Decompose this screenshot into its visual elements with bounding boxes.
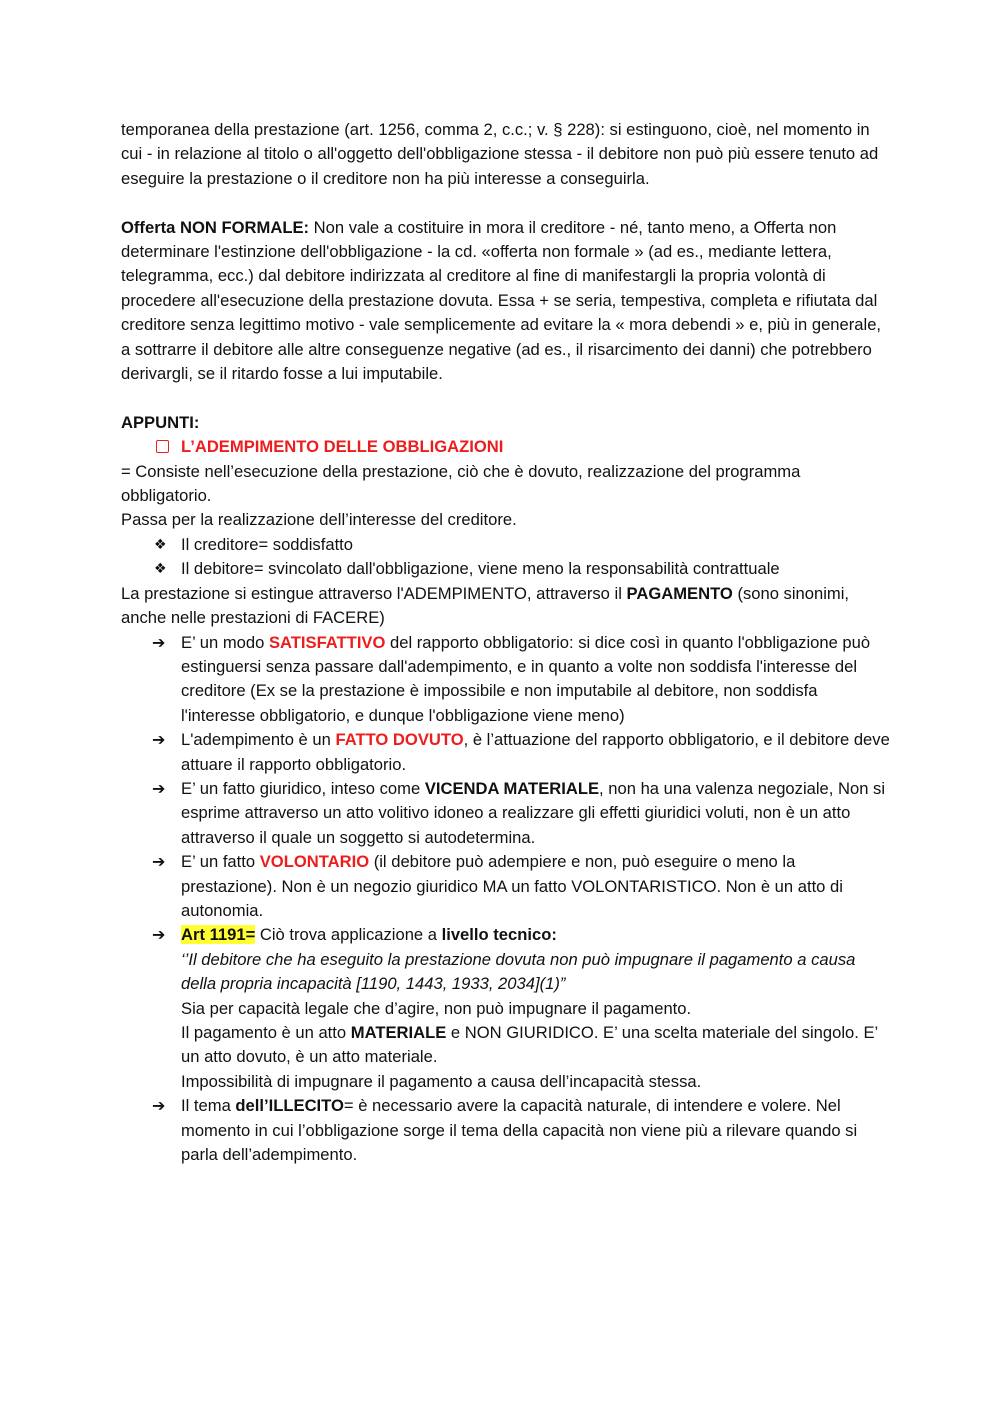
- appunti-heading: APPUNTI:: [121, 412, 200, 432]
- document-body: [121, 118, 891, 1167]
- arrow-bullet-icon: ➔: [152, 925, 166, 945]
- article-quote: ‘’Il debitore che ha eseguito la prestazione dovuta non può impugnare il pagamento a causa della propria incapacità [1190, 1443, 1933, 2034](1)”: [181, 949, 856, 994]
- paragraph-estinzione: temporanea della prestazione (art. 1256, comma 2, c.c.; v. § 228): si estinguono, cioè, nel momento in cui - in relazione al titolo o all'oggetto dell'obbligazione stessa - il debitore non può più essere tenuto ad eseguire la prestazione o il creditore non ha più interesse a conseguirla.: [121, 120, 879, 188]
- arrow-item-art-1191: ➔ Art 1191= Ciò trova applicazione a livello tecnico: ‘’Il debitore che ha eseguito la prestazione dovuta non può impugnare il pagamento a causa della propria incapacità [1190, 1443, 1933, 2034](1)” Sia per capacità legale che d’agire, non può impugnare il pagamento. Il pagamento è un atto MATERIALE e NON GIURIDICO. E’ una scelta materiale del singolo. E’ un atto dovuto, è un atto materiale. Impossibilità di impugnare il pagamento a causa dell’incapacità stessa.: [152, 925, 878, 1091]
- arrow-bullet-icon: ➔: [152, 632, 166, 652]
- arrow-item-satisfattivo: ➔ E’ un modo SATISFATTIVO del rapporto obbligatorio: si dice così in quanto l'obbligazione può estinguersi senza passare dall'adempimento, e in quanto a volte non soddisfa l'interesse del creditore (Ex se la prestazione è impossibile e non imputabile al debitore, non soddisfa l'interesse obbligatorio, e dunque l'obbligazione viene meno): [152, 632, 871, 725]
- section-heading-item: [121, 435, 891, 459]
- diamond-bullet-icon: ❖: [154, 561, 167, 578]
- section-heading: L’ADEMPIMENTO DELLE OBBLIGAZIONI: [181, 437, 504, 457]
- paragraph-offerta-non-formale: [121, 216, 891, 387]
- creditor-interest-text: Passa per la realizzazione dell’interesse del creditore.: [121, 510, 517, 530]
- arrow-bullet-icon: ➔: [152, 852, 166, 872]
- highlighted-article: Art 1191=: [181, 925, 256, 945]
- list-item: ❖ Il creditore= soddisfatto: [121, 533, 891, 557]
- arrow-item-illecito: ➔ Il tema dell’ILLECITO= è necessario avere la capacità naturale, di intendere e volere. Nel momento in cui l’obbligazione sorge il tema della capacità non viene più a rilevare quando si parla dell’adempimento.: [152, 1096, 858, 1165]
- arrow-item-volontario: ➔ E’ un fatto VOLONTARIO (il debitore può adempiere e non, può eseguire o meno la prestazione). Non è un negozio giuridico MA un fatto VOLONTARISTICO. Non è un atto di autonomia.: [152, 852, 843, 920]
- paragraph-estinzione-prestazione: La prestazione si estingue attraverso l'ADEMPIMENTO, attraverso il PAGAMENTO (sono sinonimi, anche nelle prestazioni di FACERE): [121, 583, 850, 628]
- offerta-label: Offerta NON FORMALE:: [121, 217, 310, 237]
- arrow-bullet-icon: ➔: [152, 1096, 166, 1116]
- list-item: ❖ Il debitore= svincolato dall'obbligazione, viene meno la responsabilità contrattuale: [121, 557, 891, 581]
- arrow-item-vicenda-materiale: ➔ E’ un fatto giuridico, inteso come VICENDA MATERIALE, non ha una valenza negoziale, Non si esprime attraverso un atto volitivo idoneo a realizzare gli effetti giuridici voluti, non è un atto attraverso il quale un soggetto si autodetermina.: [152, 778, 886, 847]
- definition-text: = Consiste nell’esecuzione della prestazione, ciò che è dovuto, realizzazione del programma obbligatorio.: [121, 461, 801, 506]
- checkbox-icon: [156, 440, 169, 453]
- offerta-text: Non vale a costituire in mora il creditore - né, tanto meno, a Offerta non determinare l'estinzione dell'obbligazione - la cd. «offerta non formale » (ad es., mediante lettera, telegramma, ecc.) dal debitore indirizzata al creditore al fine di manifestargli la propria volontà di procedere all'esecuzione della prestazione dovuta. Essa + se seria, tempestiva, completa e rifiutata dal creditore senza legittimo motivo - vale semplicemente ad evitare la « mora debendi » e, più in generale, a sottrarre il debitore alle altre conseguenze negative (ad es., il risarcimento dei danni) che potrebbero derivargli, se il ritardo fosse a lui imputabile.: [121, 217, 882, 384]
- arrow-bullet-icon: ➔: [152, 730, 166, 750]
- arrow-bullet-icon: ➔: [152, 778, 166, 798]
- arrow-item-fatto-dovuto: ➔ L'adempimento è un FATTO DOVUTO, è l’attuazione del rapporto obbligatorio, e il debitore deve attuare il rapporto obbligatorio.: [152, 730, 890, 774]
- diamond-bullet-icon: ❖: [154, 536, 167, 553]
